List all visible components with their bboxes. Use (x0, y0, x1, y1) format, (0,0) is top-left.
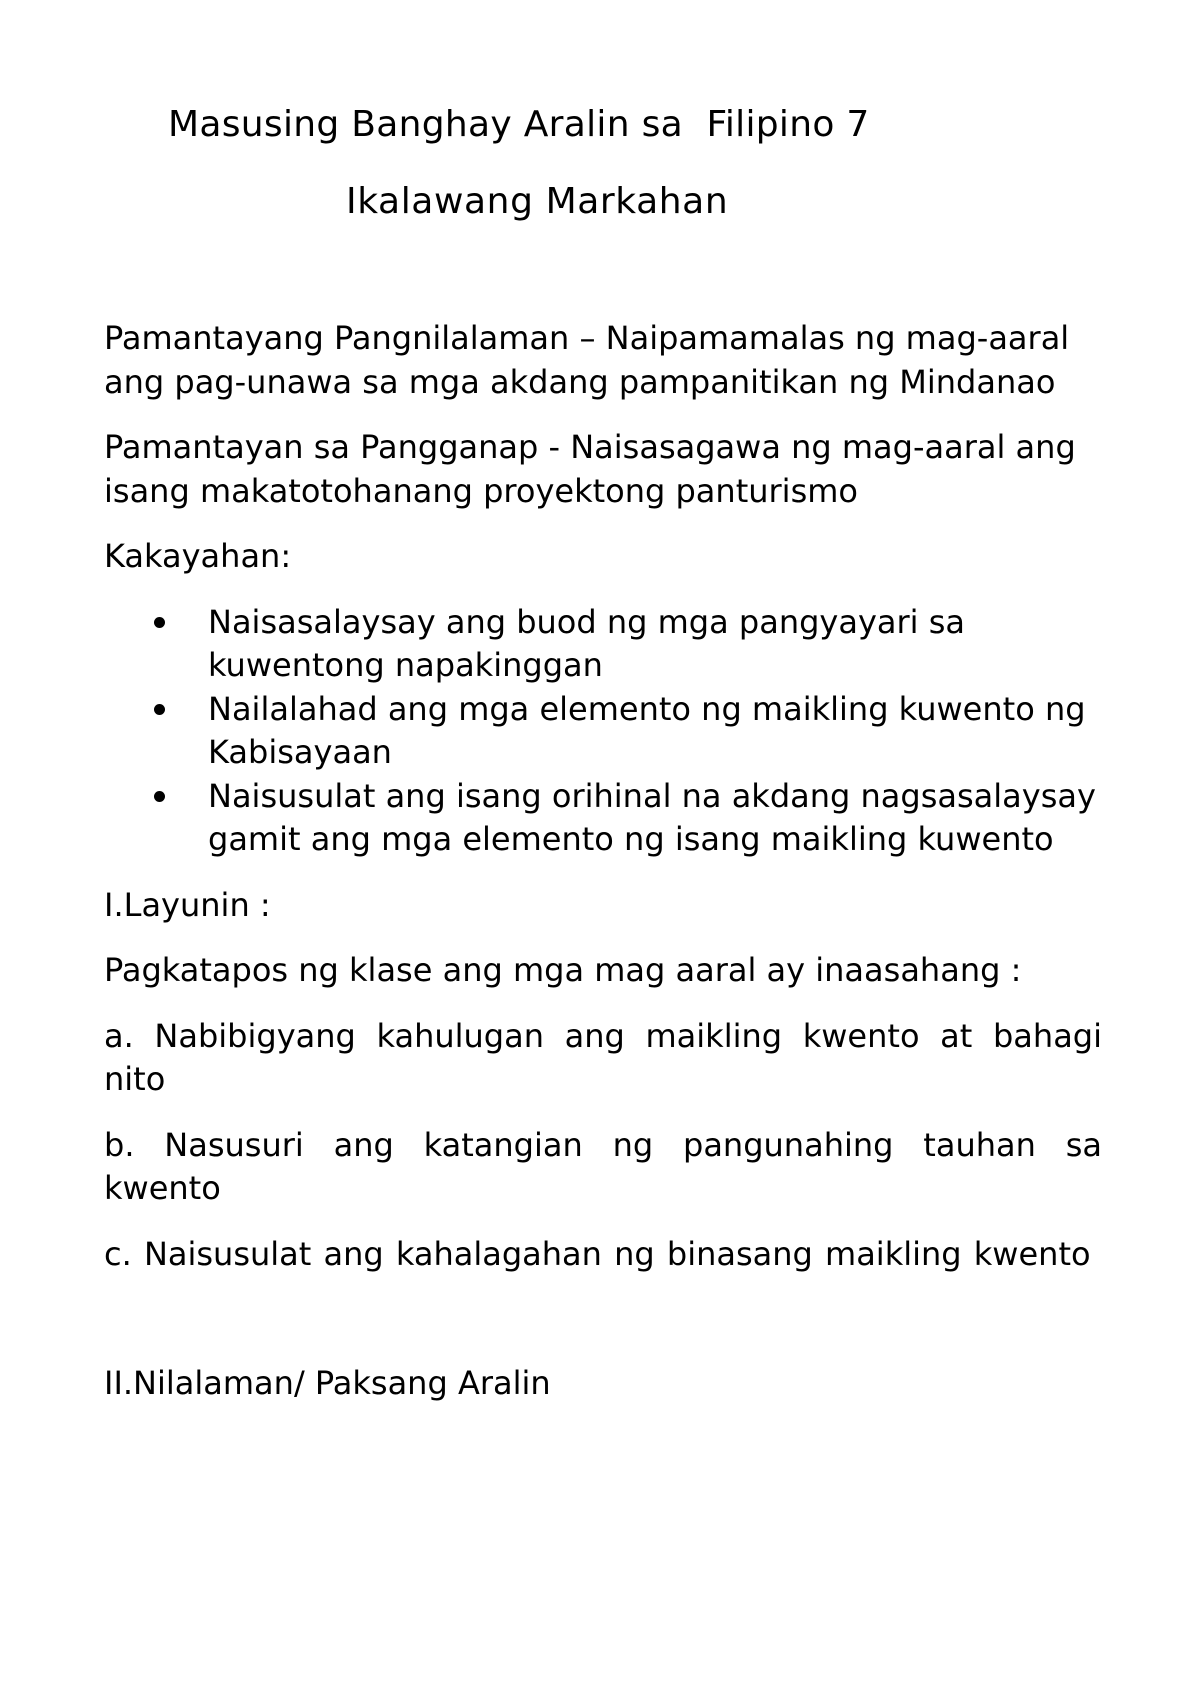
section-spacer (104, 1298, 1102, 1362)
objective-item-b: b. Nasusuri ang katangian ng pangunahing tauhan sa kwento (104, 1125, 1102, 1207)
content-heading: II.Nilalaman/ Paksang Aralin (104, 1364, 551, 1402)
objectives-heading: I.Layunin : (104, 885, 271, 924)
bullet-icon (154, 601, 166, 645)
performance-standard-paragraph: Pamantayan sa Pangganap - Naisasagawa ng mag-aaral ang isang makatotohanang proyektong panturismo (104, 428, 1076, 510)
skill-text: Naisasalaysay ang buod ng mga pangyayari sa kuwentong napakinggan (208, 602, 965, 684)
skills-list (104, 601, 1102, 862)
list-item (104, 601, 1102, 688)
list-item (104, 775, 1102, 862)
document-subtitle: Ikalawang Markahan (346, 181, 729, 222)
skills-heading: Kakayahan: (104, 537, 292, 575)
bullet-icon (154, 688, 166, 732)
list-item (104, 688, 1102, 775)
skill-text: Nailalahad ang mga elemento ng maikling kuwento ng Kabisayaan (208, 689, 1086, 771)
skill-text: Naisusulat ang isang orihinal na akdang nagsasalaysay gamit ang mga elemento ng isang maikling kuwento (208, 776, 1096, 858)
objectives-intro: Pagkatapos ng klase ang mga mag aaral ay inaasahang : (104, 951, 1022, 989)
document-title: Masusing Banghay Aralin sa Filipino 7 (168, 104, 870, 145)
content-standard-paragraph: Pamantayang Pangnilalaman – Naipamamalas ng mag-aaral ang pag-unawa sa mga akdang pampanitikan ng Mindanao (104, 319, 1070, 401)
document-body (104, 317, 1102, 1428)
objective-item-c: c. Naisusulat ang kahalagahan ng binasang maikling kwento (104, 1234, 1091, 1273)
objective-item-a: a. Nabibigyang kahulugan ang maikling kwento at bahagi nito (104, 1016, 1102, 1098)
bullet-icon (154, 775, 166, 819)
